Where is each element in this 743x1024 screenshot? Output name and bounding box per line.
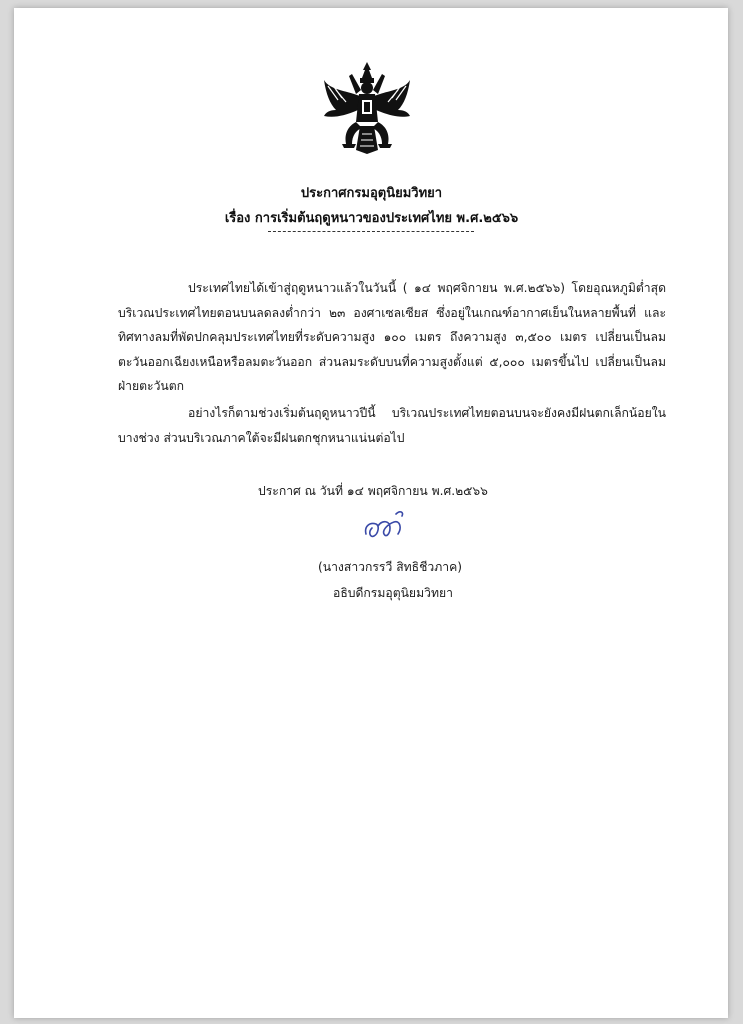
announcement-date: ประกาศ ณ วันที่ ๑๔ พฤศจิกายน พ.ศ.๒๕๖๖ <box>258 484 488 498</box>
signer-title: อธิบดีกรมอุตุนิยมวิทยา <box>333 586 453 600</box>
garuda-emblem-icon <box>322 60 412 156</box>
handwritten-signature-icon <box>360 504 412 544</box>
document-subject: เรื่อง การเริ่มต้นฤดูหนาวของประเทศไทย พ.ศ.๒๕๖๖ <box>224 211 519 226</box>
body-paragraph-2: อย่างไรก็ตามช่วงเริ่มต้นฤดูหนาวปีนี้ บริเวณประเทศไทยตอนบนจะยังคงมีฝนตกเล็กน้อยในบางช่วง ส่วนบริเวณภาคใต้จะมีฝนตกชุกหนาแน่นต่อไป <box>118 406 666 445</box>
document-title: ประกาศกรมอุตุนิยมวิทยา <box>300 186 443 201</box>
signer-name: (นางสาวกรรวี สิทธิชีวภาค) <box>318 560 463 574</box>
body-paragraph-1: ประเทศไทยได้เข้าสู่ฤดูหนาวแล้วในวันนี้ ( ๑๔ พฤศจิกายน พ.ศ.๒๕๖๖) โดยอุณหภูมิต่ำสุดบริเวณประเทศไทยตอนบนลดลงต่ำกว่า ๒๓ องศาเซลเซียส ซึ่งอยู่ในเกณฑ์อากาศเย็นในหลายพื้นที่ และทิศทางลมที่พัดปกคลุมประเทศไทยที่ระดับความสูง ๑๐๐ เมตร ถึงความสูง ๓,๕๐๐ เมตร เปลี่ยนเป็นลมตะวันออกเฉียงเหนือหรือลมตะวันออก ส่วนลมระดับบนที่ความสูงตั้งแต่ ๕,๐๐๐ เมตรขึ้นไป เปลี่ยนเป็นลมฝ่ายตะวันตก <box>118 281 666 393</box>
title-divider <box>268 231 474 232</box>
